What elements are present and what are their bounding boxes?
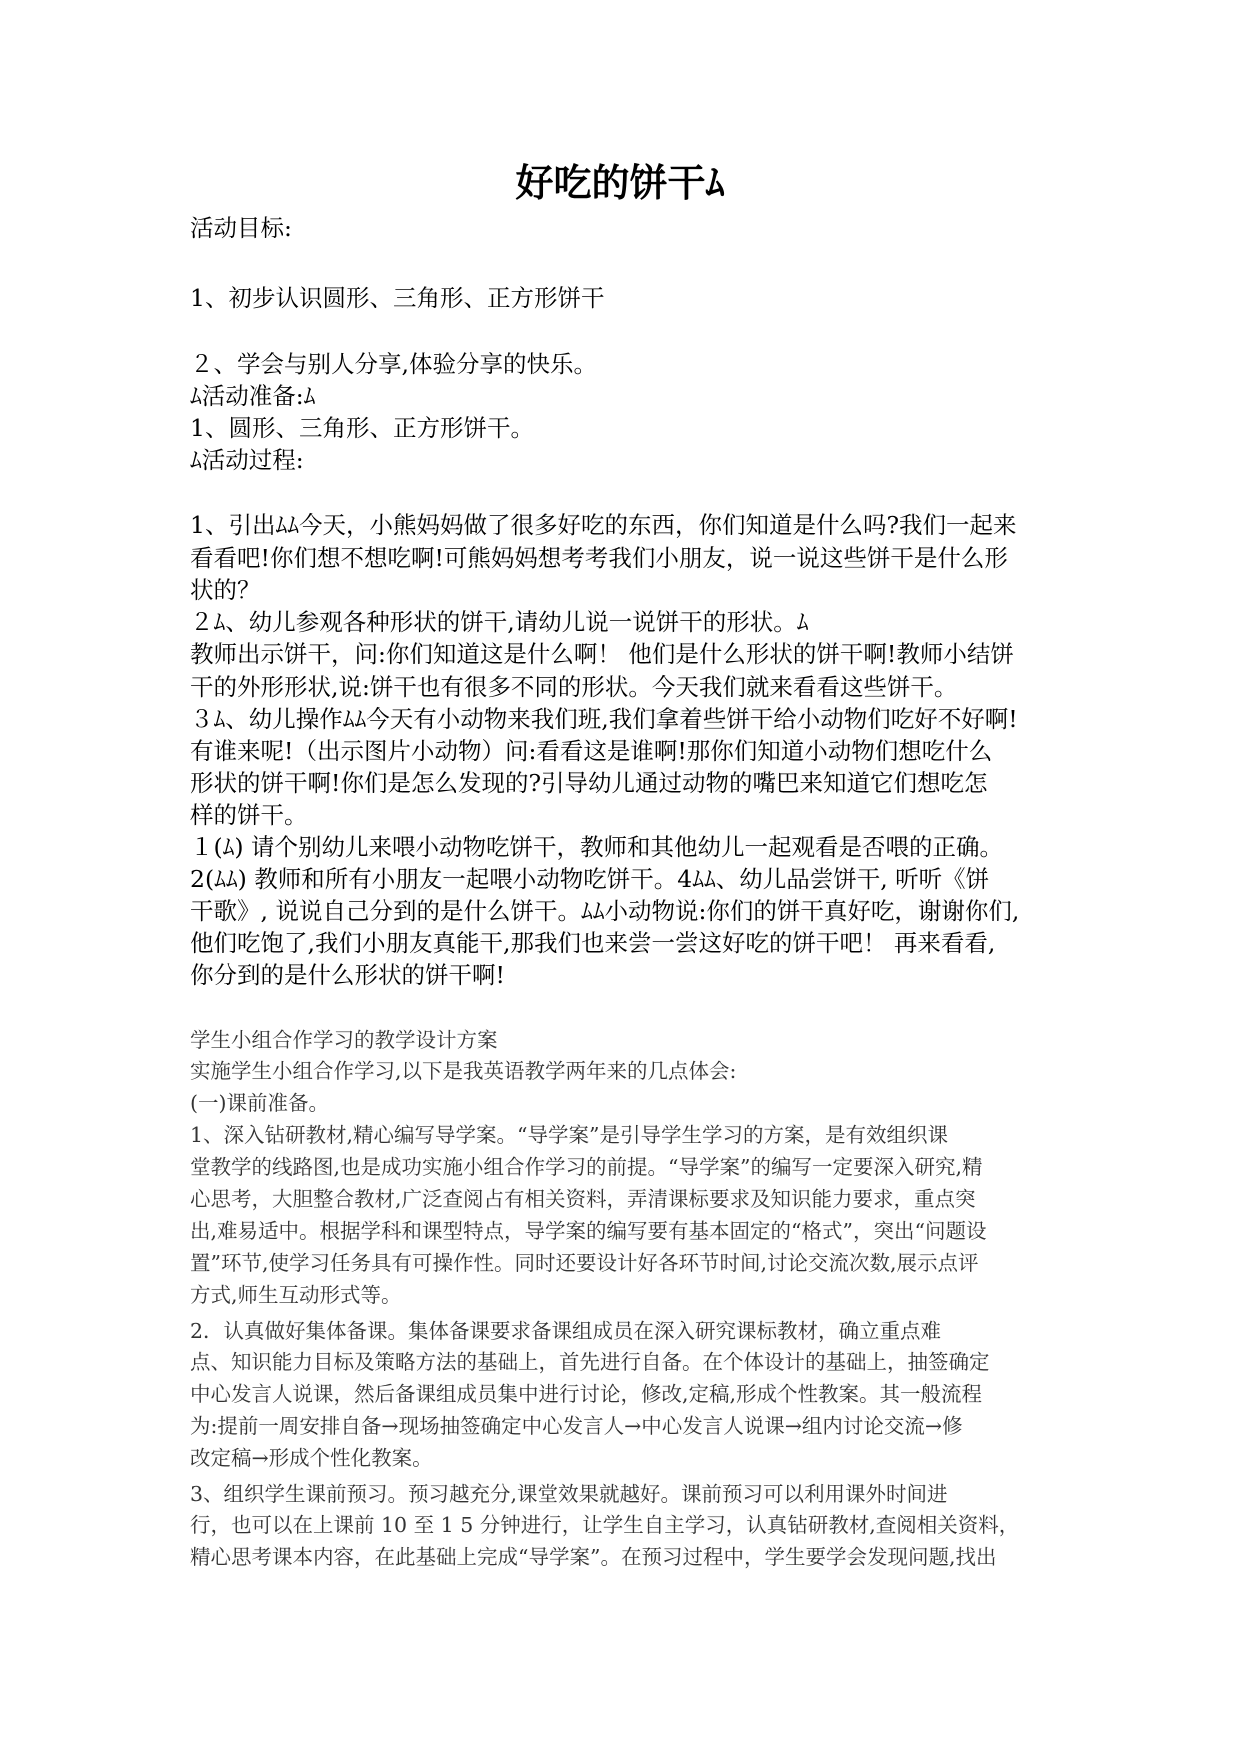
article-line: 2．认真做好集体备课。集体备课要求备课组成员在深入研究课标教材，确立重点难: [190, 1319, 942, 1343]
article-line: 实施学生小组合作学习,以下是我英语教学两年来的几点体会:: [190, 1059, 737, 1083]
article-line: 点、知识能力目标及策略方法的基础上，首先进行自备。在个体设计的基础上，抽签确定: [190, 1350, 990, 1374]
lesson-line: 1、初步认识圆形、三角形、正方形饼干: [190, 284, 605, 312]
lesson-line: 样的饼干。: [190, 801, 308, 829]
article-line: 1、深入钻研教材,精心编写导学案。“导学案”是引导学生学习的方案，是有效组织课: [190, 1123, 949, 1147]
lesson-line: 干的外形形状,说:饼干也有很多不同的形状。今天我们就来看看这些饼干。: [190, 673, 958, 701]
lesson-line: 状的？: [190, 576, 261, 604]
article-line: 出,难易适中。根据学科和课型特点，导学案的编写要有基本固定的“格式”，突出“问题设: [190, 1219, 987, 1243]
lesson-line: 干歌》, 说说自己分到的是什么饼干。ﾑﾑ小动物说:你们的饼干真好吃，谢谢你们,: [190, 897, 1020, 925]
lesson-line: 你分到的是什么形状的饼干啊!: [190, 961, 505, 989]
document-title: 好吃的饼干ﾑ: [515, 160, 725, 205]
lesson-line: ２、学会与别人分享,体验分享的快乐。: [190, 350, 597, 378]
lesson-line: 形状的饼干啊!你们是怎么发现的?引导幼儿通过动物的嘴巴来知道它们想吃怎: [190, 769, 988, 797]
lesson-line: ﾑ活动准备:ﾑ: [190, 382, 316, 410]
lesson-line: 1、引出ﾑﾑ今天，小熊妈妈做了很多好吃的东西，你们知道是什么吗?我们一起来: [190, 511, 1017, 539]
article-line: (一)课前准备。: [190, 1091, 329, 1115]
lesson-line: 2(ﾑﾑ) 教师和所有小朋友一起喂小动物吃饼干。4ﾑﾑ、幼儿品尝饼干, 听听《饼: [190, 865, 990, 893]
lesson-line: 看看吧!你们想不想吃啊!可熊妈妈想考考我们小朋友，说一说这些饼干是什么形: [190, 544, 1008, 572]
lesson-line: 教师出示饼干，问:你们知道这是什么啊！ 他们是什么形状的饼干啊!教师小结饼: [190, 640, 1014, 668]
lesson-line: 1、圆形、三角形、正方形饼干。: [190, 414, 534, 442]
lesson-line: ３ﾑ、幼儿操作ﾑﾑ今天有小动物来我们班,我们拿着些饼干给小动物们吃好不好啊!: [190, 705, 1018, 733]
article-line: 为:提前一周安排自备→现场抽签确定中心发言人→中心发言人说课→组内讨论交流→修: [190, 1414, 963, 1438]
article-line: 3、组织学生课前预习。预习越充分,课堂效果就越好。课前预习可以利用课外时间进: [190, 1482, 948, 1506]
lesson-line: 活动目标:: [190, 214, 292, 242]
lesson-line: １(ﾑ) 请个别幼儿来喂小动物吃饼干，教师和其他幼儿一起观看是否喂的正确。: [190, 833, 1004, 861]
article-line: 改定稿→形成个性化教案。: [190, 1446, 433, 1470]
lesson-line: 有谁来呢!（出示图片小动物）问:看看这是谁啊!那你们知道小动物们想吃什么: [190, 737, 993, 765]
article-line: 精心思考课本内容，在此基础上完成“导学案”。在预习过程中，学生要学会发现问题,找出: [190, 1545, 997, 1569]
article-line: 堂教学的线路图,也是成功实施小组合作学习的前提。“导学案”的编写一定要深入研究,精: [190, 1155, 983, 1179]
article-line: 中心发言人说课，然后备课组成员集中进行讨论，修改,定稿,形成个性教案。其一般流程: [190, 1382, 983, 1406]
article-line: 方式,师生互动形式等。: [190, 1283, 402, 1307]
article-line: 心思考，大胆整合教材,广泛查阅占有相关资料，弄清课标要求及知识能力要求，重点突: [190, 1187, 976, 1211]
lesson-line: ﾑ活动过程:: [190, 446, 304, 474]
lesson-line: ２ﾑ、幼儿参观各种形状的饼干,请幼儿说一说饼干的形状。ﾑ: [190, 608, 809, 636]
lesson-line: 他们吃饱了,我们小朋友真能干,那我们也来尝一尝这好吃的饼干吧！ 再来看看,: [190, 929, 996, 957]
article-line: 行，也可以在上课前 10 至 1 5 分钟进行，让学生自主学习，认真钻研教材,查阅相关资料，: [190, 1513, 1020, 1537]
article-heading: 学生小组合作学习的教学设计方案: [190, 1028, 498, 1052]
article-line: 置”环节,使学习任务具有可操作性。同时还要设计好各环节时间,讨论交流次数,展示点评: [190, 1251, 979, 1275]
